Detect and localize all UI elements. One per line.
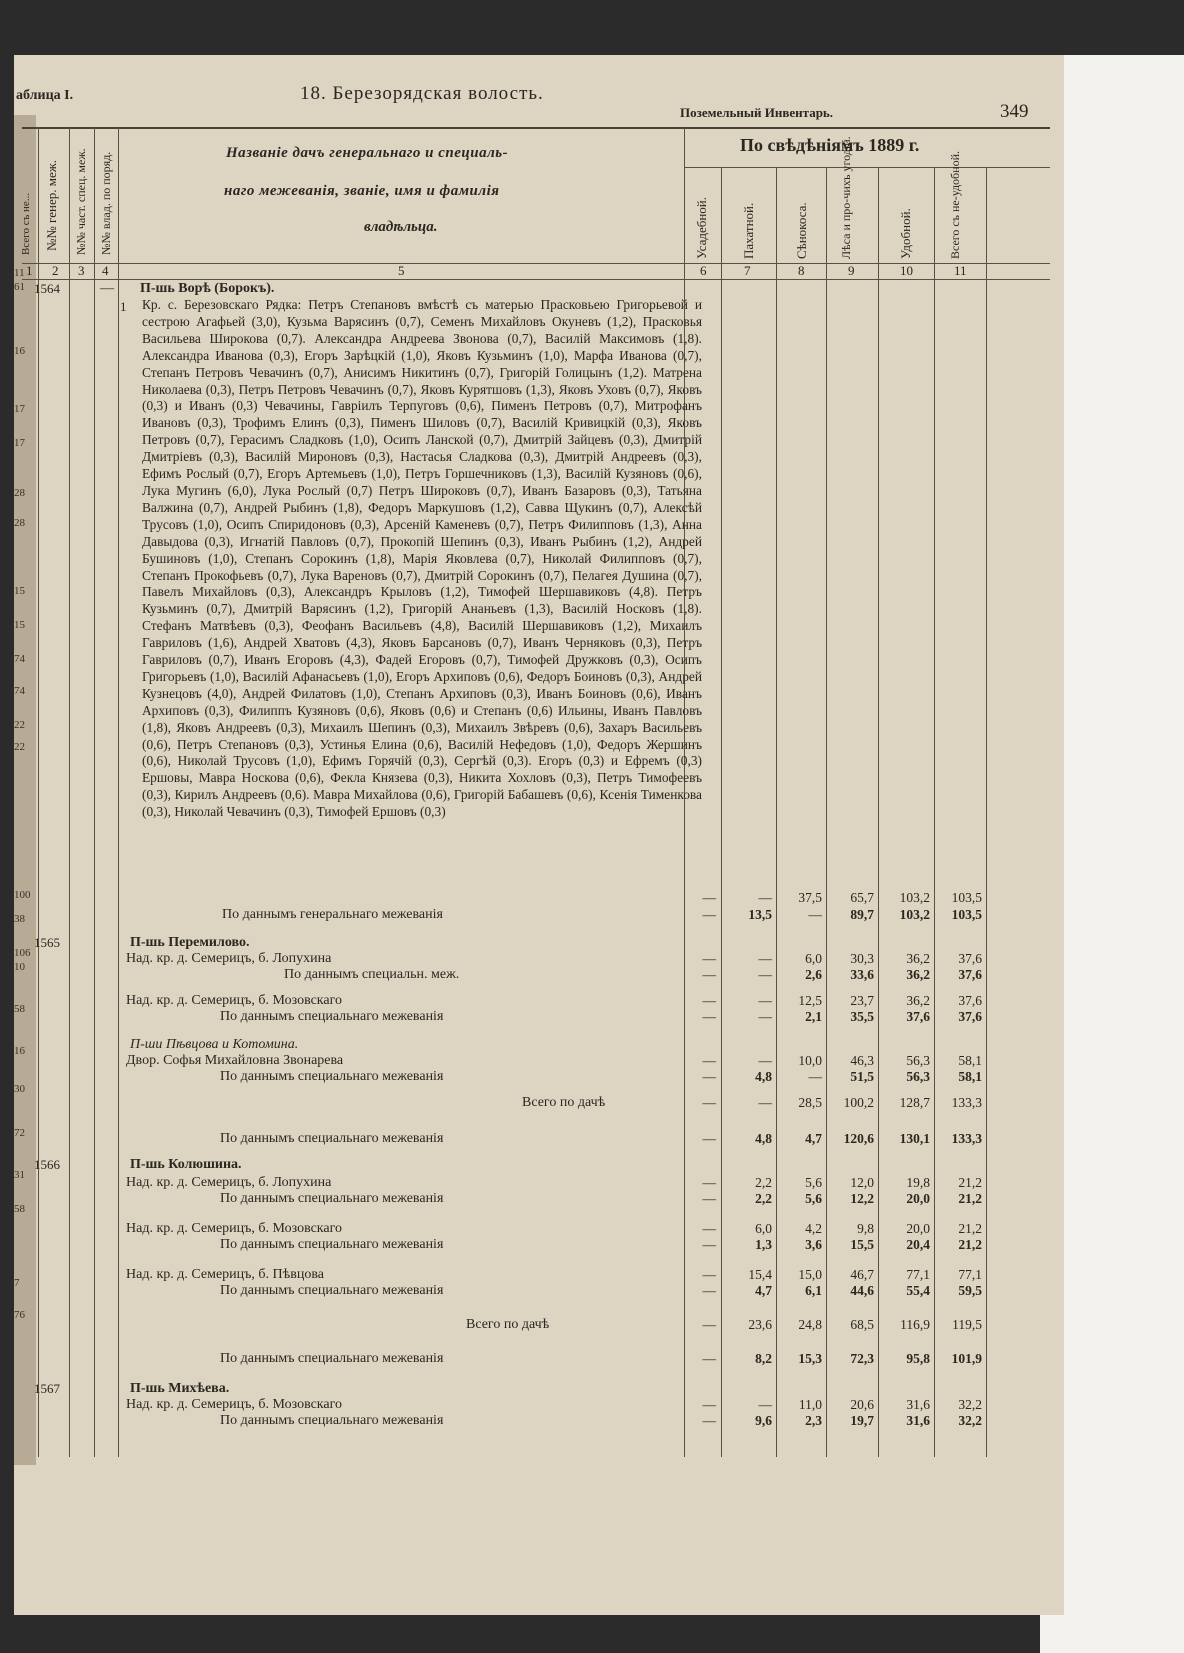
margin-number: 7 <box>14 1277 20 1289</box>
estate-title: П-шь Михѣева. <box>130 1381 230 1396</box>
value-cell: — <box>758 1095 772 1110</box>
value-cell: 21,2 <box>958 1191 982 1206</box>
spec-survey-label: По даннымъ специальнаго межеванія <box>220 1131 444 1146</box>
col-header-5-line2: наго межеванія, званіе, имя и фамилія <box>224 183 500 199</box>
col-header-4: №№ влад. по поряд. <box>99 151 113 255</box>
owner-line: Над. кр. д. Семерицъ, б. Пѣвцова <box>126 1267 324 1282</box>
value-cell: 46,7 <box>850 1267 874 1282</box>
value-cell: 8,2 <box>755 1351 772 1366</box>
value-cell: 9,8 <box>857 1221 874 1236</box>
col-number-3: 3 <box>78 263 85 278</box>
col-number-1: 1 <box>26 263 33 278</box>
value-cell: 5,6 <box>805 1191 822 1206</box>
value-cell: 89,7 <box>850 907 874 922</box>
col-header-5-line1: Названіе дачъ генеральнаго и специаль- <box>226 145 509 161</box>
owner-line: Над. кр. д. Семерицъ, б. Мозовскаго <box>126 1221 343 1236</box>
col-number-4: 4 <box>102 263 109 278</box>
spec-survey-label: По даннымъ специальнаго межеванія <box>220 1191 444 1206</box>
col-divider-7 <box>776 167 777 1457</box>
value-cell: — <box>702 1413 716 1428</box>
value-cell: 21,2 <box>958 1237 982 1252</box>
value-cell: — <box>702 967 716 982</box>
value-cell: 37,6 <box>958 967 982 982</box>
value-cell: — <box>702 1131 716 1146</box>
gen-number: 1564 <box>34 281 60 296</box>
gen-number: 1566 <box>34 1157 60 1172</box>
value-cell: — <box>702 1267 716 1282</box>
margin-number: 10 <box>14 961 25 973</box>
document-page <box>14 55 1064 1615</box>
value-cell: 11,0 <box>798 1397 822 1412</box>
col-number-9: 9 <box>848 263 855 278</box>
col-header-7: Пахатной. <box>741 202 756 259</box>
value-cell: 51,5 <box>850 1069 874 1084</box>
estate-title: П-шь Колюшина. <box>130 1157 242 1172</box>
value-cell: 3,6 <box>805 1237 822 1252</box>
value-cell: 15,3 <box>798 1351 822 1366</box>
value-cell: 37,6 <box>958 1009 982 1024</box>
value-cell: 19,7 <box>850 1413 874 1428</box>
value-cell: — <box>702 1317 716 1332</box>
col-number-8: 8 <box>798 263 805 278</box>
value-cell: — <box>758 1053 772 1068</box>
col-divider-3 <box>94 127 95 1457</box>
spec-survey-label: По даннымъ специальнаго межеванія <box>220 1237 444 1252</box>
value-cell: 2,3 <box>805 1413 822 1428</box>
margin-number: 31 <box>14 1169 25 1181</box>
margin-number: 28 <box>14 517 25 529</box>
col-divider-8 <box>826 167 827 1457</box>
col-number-10: 10 <box>900 263 913 278</box>
value-cell: 23,6 <box>748 1317 772 1332</box>
gen-survey-label: По даннымъ генеральнаго межеванія <box>222 907 443 922</box>
value-cell: 2,2 <box>755 1175 772 1190</box>
margin-number: 106 <box>14 947 31 959</box>
total-label: Всего по дачѣ <box>466 1317 550 1332</box>
value-cell: 101,9 <box>951 1351 982 1366</box>
value-cell: — <box>758 951 772 966</box>
margin-number: 22 <box>14 719 25 731</box>
value-cell: 4,8 <box>755 1131 772 1146</box>
value-cell: 72,3 <box>850 1351 874 1366</box>
margin-number: 58 <box>14 1003 25 1015</box>
page-title: 18. Березорядская волость. <box>300 83 544 104</box>
spec-survey-label: По даннымъ специальнаго межеванія <box>220 1283 444 1298</box>
value-cell: 58,1 <box>958 1069 982 1084</box>
value-cell: 31,6 <box>906 1413 930 1428</box>
value-cell: 55,4 <box>906 1283 930 1298</box>
value-cell: 20,4 <box>906 1237 930 1252</box>
value-cell: 103,5 <box>951 890 982 905</box>
estate-title: П-шь Ворѣ (Борокъ). <box>140 281 275 296</box>
col-number-6: 6 <box>700 263 707 278</box>
margin-number: 72 <box>14 1127 25 1139</box>
value-cell: 12,2 <box>850 1191 874 1206</box>
col-number-2: 2 <box>52 263 59 278</box>
margin-number: 28 <box>14 487 25 499</box>
group-header: По свѣдѣніямъ 1889 г. <box>740 135 920 155</box>
estate-title: П-шь Перемилово. <box>130 935 250 950</box>
col-divider-4 <box>118 127 119 1457</box>
owner-line: Двор. Софья Михайловна Звонарева <box>126 1053 344 1068</box>
value-cell: 77,1 <box>958 1267 982 1282</box>
value-cell: 13,5 <box>748 907 772 922</box>
total-label: Всего по дачѣ <box>522 1095 606 1110</box>
value-cell: 4,2 <box>805 1221 822 1236</box>
value-cell: — <box>702 1191 716 1206</box>
value-cell: — <box>702 1069 716 1084</box>
col-header-8: Сѣнокоса. <box>794 202 809 259</box>
value-cell: — <box>702 993 716 1008</box>
margin-number: 15 <box>14 585 25 597</box>
value-cell: 20,6 <box>850 1397 874 1412</box>
value-cell: 56,3 <box>906 1053 930 1068</box>
value-cell: — <box>808 1069 822 1084</box>
value-cell: 5,6 <box>805 1175 822 1190</box>
spec-survey-label: По даннымъ специальнаго межеванія <box>220 1009 444 1024</box>
value-cell: — <box>702 951 716 966</box>
margin-number: 58 <box>14 1203 25 1215</box>
value-cell: 1,3 <box>755 1237 772 1252</box>
value-cell: — <box>758 1397 772 1412</box>
col-header-2: №№ генер. меж. <box>44 160 59 251</box>
value-cell: 133,3 <box>951 1095 982 1110</box>
value-cell: 32,2 <box>958 1413 982 1428</box>
value-cell: 77,1 <box>906 1267 930 1282</box>
value-cell: 2,2 <box>755 1191 772 1206</box>
value-cell: 2,6 <box>805 967 822 982</box>
col-divider-10 <box>934 167 935 1457</box>
value-cell: 116,9 <box>900 1317 930 1332</box>
value-cell: — <box>702 1221 716 1236</box>
dash: — <box>100 281 114 296</box>
margin-number: 61 <box>14 281 25 293</box>
value-cell: 9,6 <box>755 1413 772 1428</box>
margin-number: 17 <box>14 437 25 449</box>
estate-subtitle: П-ши Пѣвцова и Котомина. <box>130 1037 299 1052</box>
value-cell: 30,3 <box>850 951 874 966</box>
owner-line: Над. кр. д. Семерицъ, б. Лопухина <box>126 951 332 966</box>
value-cell: 36,2 <box>906 993 930 1008</box>
col-header-5-line3: владѣльца. <box>364 219 438 235</box>
value-cell: — <box>758 967 772 982</box>
value-cell: 6,0 <box>755 1221 772 1236</box>
value-cell: 21,2 <box>958 1175 982 1190</box>
col-divider-2 <box>69 127 70 1457</box>
owner-line: Над. кр. д. Семерицъ, б. Лопухина <box>126 1175 332 1190</box>
value-cell: 120,6 <box>843 1131 874 1146</box>
col-header-9: Лѣса и про-чихъ угодій. <box>839 136 853 259</box>
col-divider-11 <box>986 167 987 1457</box>
value-cell: — <box>702 1009 716 1024</box>
value-cell: 4,8 <box>755 1069 772 1084</box>
value-cell: 68,5 <box>850 1317 874 1332</box>
group-rule <box>684 167 1050 168</box>
margin-number: 15 <box>14 619 25 631</box>
value-cell: — <box>702 1237 716 1252</box>
margin-number: 11 <box>14 267 25 279</box>
header-bottom-rule <box>22 263 1050 264</box>
value-cell: 12,5 <box>798 993 822 1008</box>
page-number: 349 <box>1000 101 1029 122</box>
value-cell: 128,7 <box>899 1095 930 1110</box>
margin-number: 74 <box>14 685 25 697</box>
col-header-11: Всего съ не-удобной. <box>948 151 962 259</box>
value-cell: — <box>758 993 772 1008</box>
col-divider-9 <box>878 167 879 1457</box>
value-cell: 10,0 <box>798 1053 822 1068</box>
value-cell: 37,5 <box>798 890 822 905</box>
col-number-11: 11 <box>954 263 967 278</box>
value-cell: — <box>702 1397 716 1412</box>
spec-survey-label: По даннымъ специальнаго межеванія <box>220 1413 444 1428</box>
margin-number: 76 <box>14 1309 25 1321</box>
margin-number: 100 <box>14 889 31 901</box>
value-cell: — <box>702 1175 716 1190</box>
value-cell: 46,3 <box>850 1053 874 1068</box>
value-cell: 130,1 <box>899 1131 930 1146</box>
gen-number: 1565 <box>34 935 60 950</box>
value-cell: — <box>702 890 716 905</box>
value-cell: — <box>702 1053 716 1068</box>
value-cell: — <box>702 1095 716 1110</box>
value-cell: — <box>702 1283 716 1298</box>
value-cell: 37,6 <box>958 993 982 1008</box>
col-number-7: 7 <box>744 263 751 278</box>
owner-line: Над. кр. д. Семерицъ, б. Мозовскаго <box>126 1397 343 1412</box>
margin-number: 38 <box>14 913 25 925</box>
value-cell: — <box>702 1351 716 1366</box>
value-cell: 133,3 <box>951 1131 982 1146</box>
spec-survey-label: По даннымъ специальн. меж. <box>284 967 460 982</box>
value-cell: 44,6 <box>850 1283 874 1298</box>
margin-number: 74 <box>14 653 25 665</box>
col-header-6: Усадебной. <box>694 196 709 259</box>
margin-number: 17 <box>14 403 25 415</box>
top-rule <box>22 127 1050 129</box>
value-cell: 15,4 <box>748 1267 772 1282</box>
owner-number: 1 <box>120 299 127 314</box>
value-cell: 20,0 <box>906 1191 930 1206</box>
value-cell: 36,2 <box>906 951 930 966</box>
col-number-5: 5 <box>398 263 405 278</box>
value-cell: — <box>758 1009 772 1024</box>
gen-number: 1567 <box>34 1381 60 1396</box>
value-cell: 12,0 <box>850 1175 874 1190</box>
value-cell: 35,5 <box>850 1009 874 1024</box>
margin-number: 30 <box>14 1083 25 1095</box>
value-cell: — <box>808 907 822 922</box>
spec-survey-label: По даннымъ специальнаго межеванія <box>220 1069 444 1084</box>
value-cell: 100,2 <box>843 1095 874 1110</box>
col-divider-6 <box>721 167 722 1457</box>
value-cell: 95,8 <box>906 1351 930 1366</box>
value-cell: 103,2 <box>899 890 930 905</box>
col-header-3: №№ част. спец. меж. <box>74 148 88 255</box>
value-cell: 58,1 <box>958 1053 982 1068</box>
owner-line: Над. кр. д. Семерицъ, б. Мозовскаго <box>126 993 343 1008</box>
value-cell: 103,2 <box>899 907 930 922</box>
value-cell: 33,6 <box>850 967 874 982</box>
value-cell: 21,2 <box>958 1221 982 1236</box>
col-header-1: Всего съ не... <box>20 192 32 255</box>
value-cell: 56,3 <box>906 1069 930 1084</box>
right-title: Поземельный Инвентарь. <box>680 105 834 120</box>
value-cell: 6,1 <box>805 1283 822 1298</box>
value-cell: 36,2 <box>906 967 930 982</box>
value-cell: 32,2 <box>958 1397 982 1412</box>
value-cell: 20,0 <box>906 1221 930 1236</box>
value-cell: 24,8 <box>798 1317 822 1332</box>
value-cell: 15,5 <box>850 1237 874 1252</box>
left-margin-strip <box>14 115 36 1465</box>
value-cell: 23,7 <box>850 993 874 1008</box>
value-cell: 2,1 <box>805 1009 822 1024</box>
value-cell: — <box>758 890 772 905</box>
value-cell: 15,0 <box>798 1267 822 1282</box>
value-cell: 28,5 <box>798 1095 822 1110</box>
value-cell: 119,5 <box>952 1317 982 1332</box>
value-cell: 37,6 <box>958 951 982 966</box>
value-cell: — <box>702 907 716 922</box>
col-header-10: Удобной. <box>898 208 913 259</box>
margin-number: 22 <box>14 741 25 753</box>
value-cell: 59,5 <box>958 1283 982 1298</box>
value-cell: 103,5 <box>951 907 982 922</box>
spec-survey-label: По даннымъ специальнаго межеванія <box>220 1351 444 1366</box>
value-cell: 6,0 <box>805 951 822 966</box>
col-divider-1 <box>38 127 39 1457</box>
value-cell: 19,8 <box>906 1175 930 1190</box>
value-cell: 4,7 <box>755 1283 772 1298</box>
value-cell: 37,6 <box>906 1009 930 1024</box>
margin-number: 16 <box>14 345 25 357</box>
owners-list: Кр. с. Березовскаго Рядка: Петръ Степановъ вмѣстѣ съ матерью Прасковьею Григорьевой и сестрою Агафьей (3,0), Кузьма Варясинъ (0,7), Семенъ Михайловъ Окуневъ (1,2), Прасковья Васильева Широкова (0,7). Александра Андреева Звонова (0,7), Василій Максимовъ (1,8). Александра Иванова (0,3), Егоръ Зарѣцкій (1,0), Яковъ Кузьминъ (1,0), Марфа Иванова (0,7), Степанъ Петровъ Чевачинъ (0,7), Анисимъ Никитинъ (0,7), Григорій Голицынъ (1,2). Матрена Николаева (0,3), Петръ Петровъ Чевачинъ (0,7), Яковъ Курятшовъ (1,3), Яковъ Уховъ (0,7), Яковъ (0,3) и Иванъ (0,3) Чевачины, Гавріилъ Терпуговъ (0,6), Пименъ Петровъ (0,7), Митрофанъ Ивановъ (0,3), Трофимъ Елинъ (0,3), Пименъ Шиловъ (0,7), Василій Кривицкій (0,3), Яковъ Петровъ (0,7), Герасимъ Сладковъ (1,0), Осипъ Ланской (0,7), Дмитрій Зайцевъ (0,3), Дмитрій Дмитріевъ (0,3), Василій Мироновъ (0,3), Настасья Сладкова (0,3), Дмитрій Андреевъ (0,3), Ефимъ Рослый (0,7), Егоръ Артемьевъ (1,0), Петръ Горшечниковъ (1,3), Василій Кузяновъ (0,6), Лука Мугинъ (6,0), Лука Рослый (0,7) Петръ Широковъ (0,7), Иванъ Базаровъ (0,3), Татьяна Валжина (0,7), Андрей Рыбинъ (1,8), Федоръ Маркушовъ (1,2), Савва Щукинъ (0,7), Алексѣй Трусовъ (1,0), Осипъ Спиридоновъ (0,3), Арсеній Каменевъ (0,7), Петръ Филипповъ (1,3), Анна Давыдова (0,3), Игнатій Павловъ (0,7), Прокопій Шепинъ (0,3), Иванъ Рыбинъ (1,2), Андрей Бушиновъ (1,0), Степанъ Сорокинъ (1,8), Марія Яковлева (0,7), Николай Филипповъ (0,7), Степанъ Прокофьевъ (0,7), Лука Вареновъ (0,7), Дмитрій Сорокинъ (0,7), Пелагея Душина (0,7), Павелъ Михайловъ (0,3), Александръ Крыловъ (1,2), Тимофей Шершавиковъ (4,8). Петръ Кузьминъ (0,7), Дмитрій Варясинъ (1,2), Григорій Ананьевъ (1,3), Василій Носковъ (1,8). Стефанъ Матвѣевъ (0,3), Феофанъ Васильевъ (4,8), Василій Шершавиковъ (1,2), Михаилъ Гавриловъ (1,6), Андрей Хватовъ (4,3), Яковъ Барсановъ (0,7), Иванъ Черняковъ (0,3), Петръ Гавриловъ (0,7), Иванъ Егоровъ (4,3), Фадей Егоровъ (0,7), Тимофей Дружковъ (0,3), Осипъ Григорьевъ (1,0), Василій Афанасьевъ (1,0), Егоръ Архиповъ (0,6), Федоръ Боиновъ (0,3), Андрей Кузнецовъ (4,0), Андрей Филатовъ (1,0), Степанъ Архиповъ (0,3), Иванъ Боиновъ (0,6), Иванъ Архиповъ (0,3), Филиппъ Кузяновъ (0,6), Яковъ (0,6) и Степанъ (0,6) Ильины, Иванъ Павловъ (1,8), Яковъ Андреевъ (0,3), Михаилъ Шепинъ (0,3), Михаилъ Звѣревъ (0,6), Захаръ Васильевъ (0,6), Петръ Степановъ (0,3), Устинья Елина (0,6), Василій Нефедовъ (1,0), Федоръ Жершинъ (0,6), Николай Трусовъ (1,0), Ефимъ Горячій (0,3), Сергѣй (0,3). Егоръ (0,3) и Ефремъ (0,3) Ершовы, Мавра Носкова (0,6), Фекла Князева (0,3), Никита Хохловъ (0,3), Петръ Тимофеевъ (0,3), Кирилъ Андреевъ (0,6). Мавра Михайлова (0,6), Григорій Бабашевъ (0,6), Ксенія Тименкова (0,3), Николай Чевачинъ (0,3), Тимофей Ершовъ (0,3) <box>142 297 702 820</box>
value-cell: 65,7 <box>850 890 874 905</box>
value-cell: 31,6 <box>906 1397 930 1412</box>
table-label: аблица I. <box>16 88 74 103</box>
value-cell: 4,7 <box>805 1131 822 1146</box>
margin-number: 16 <box>14 1045 25 1057</box>
colnum-bottom-rule <box>22 279 1050 280</box>
